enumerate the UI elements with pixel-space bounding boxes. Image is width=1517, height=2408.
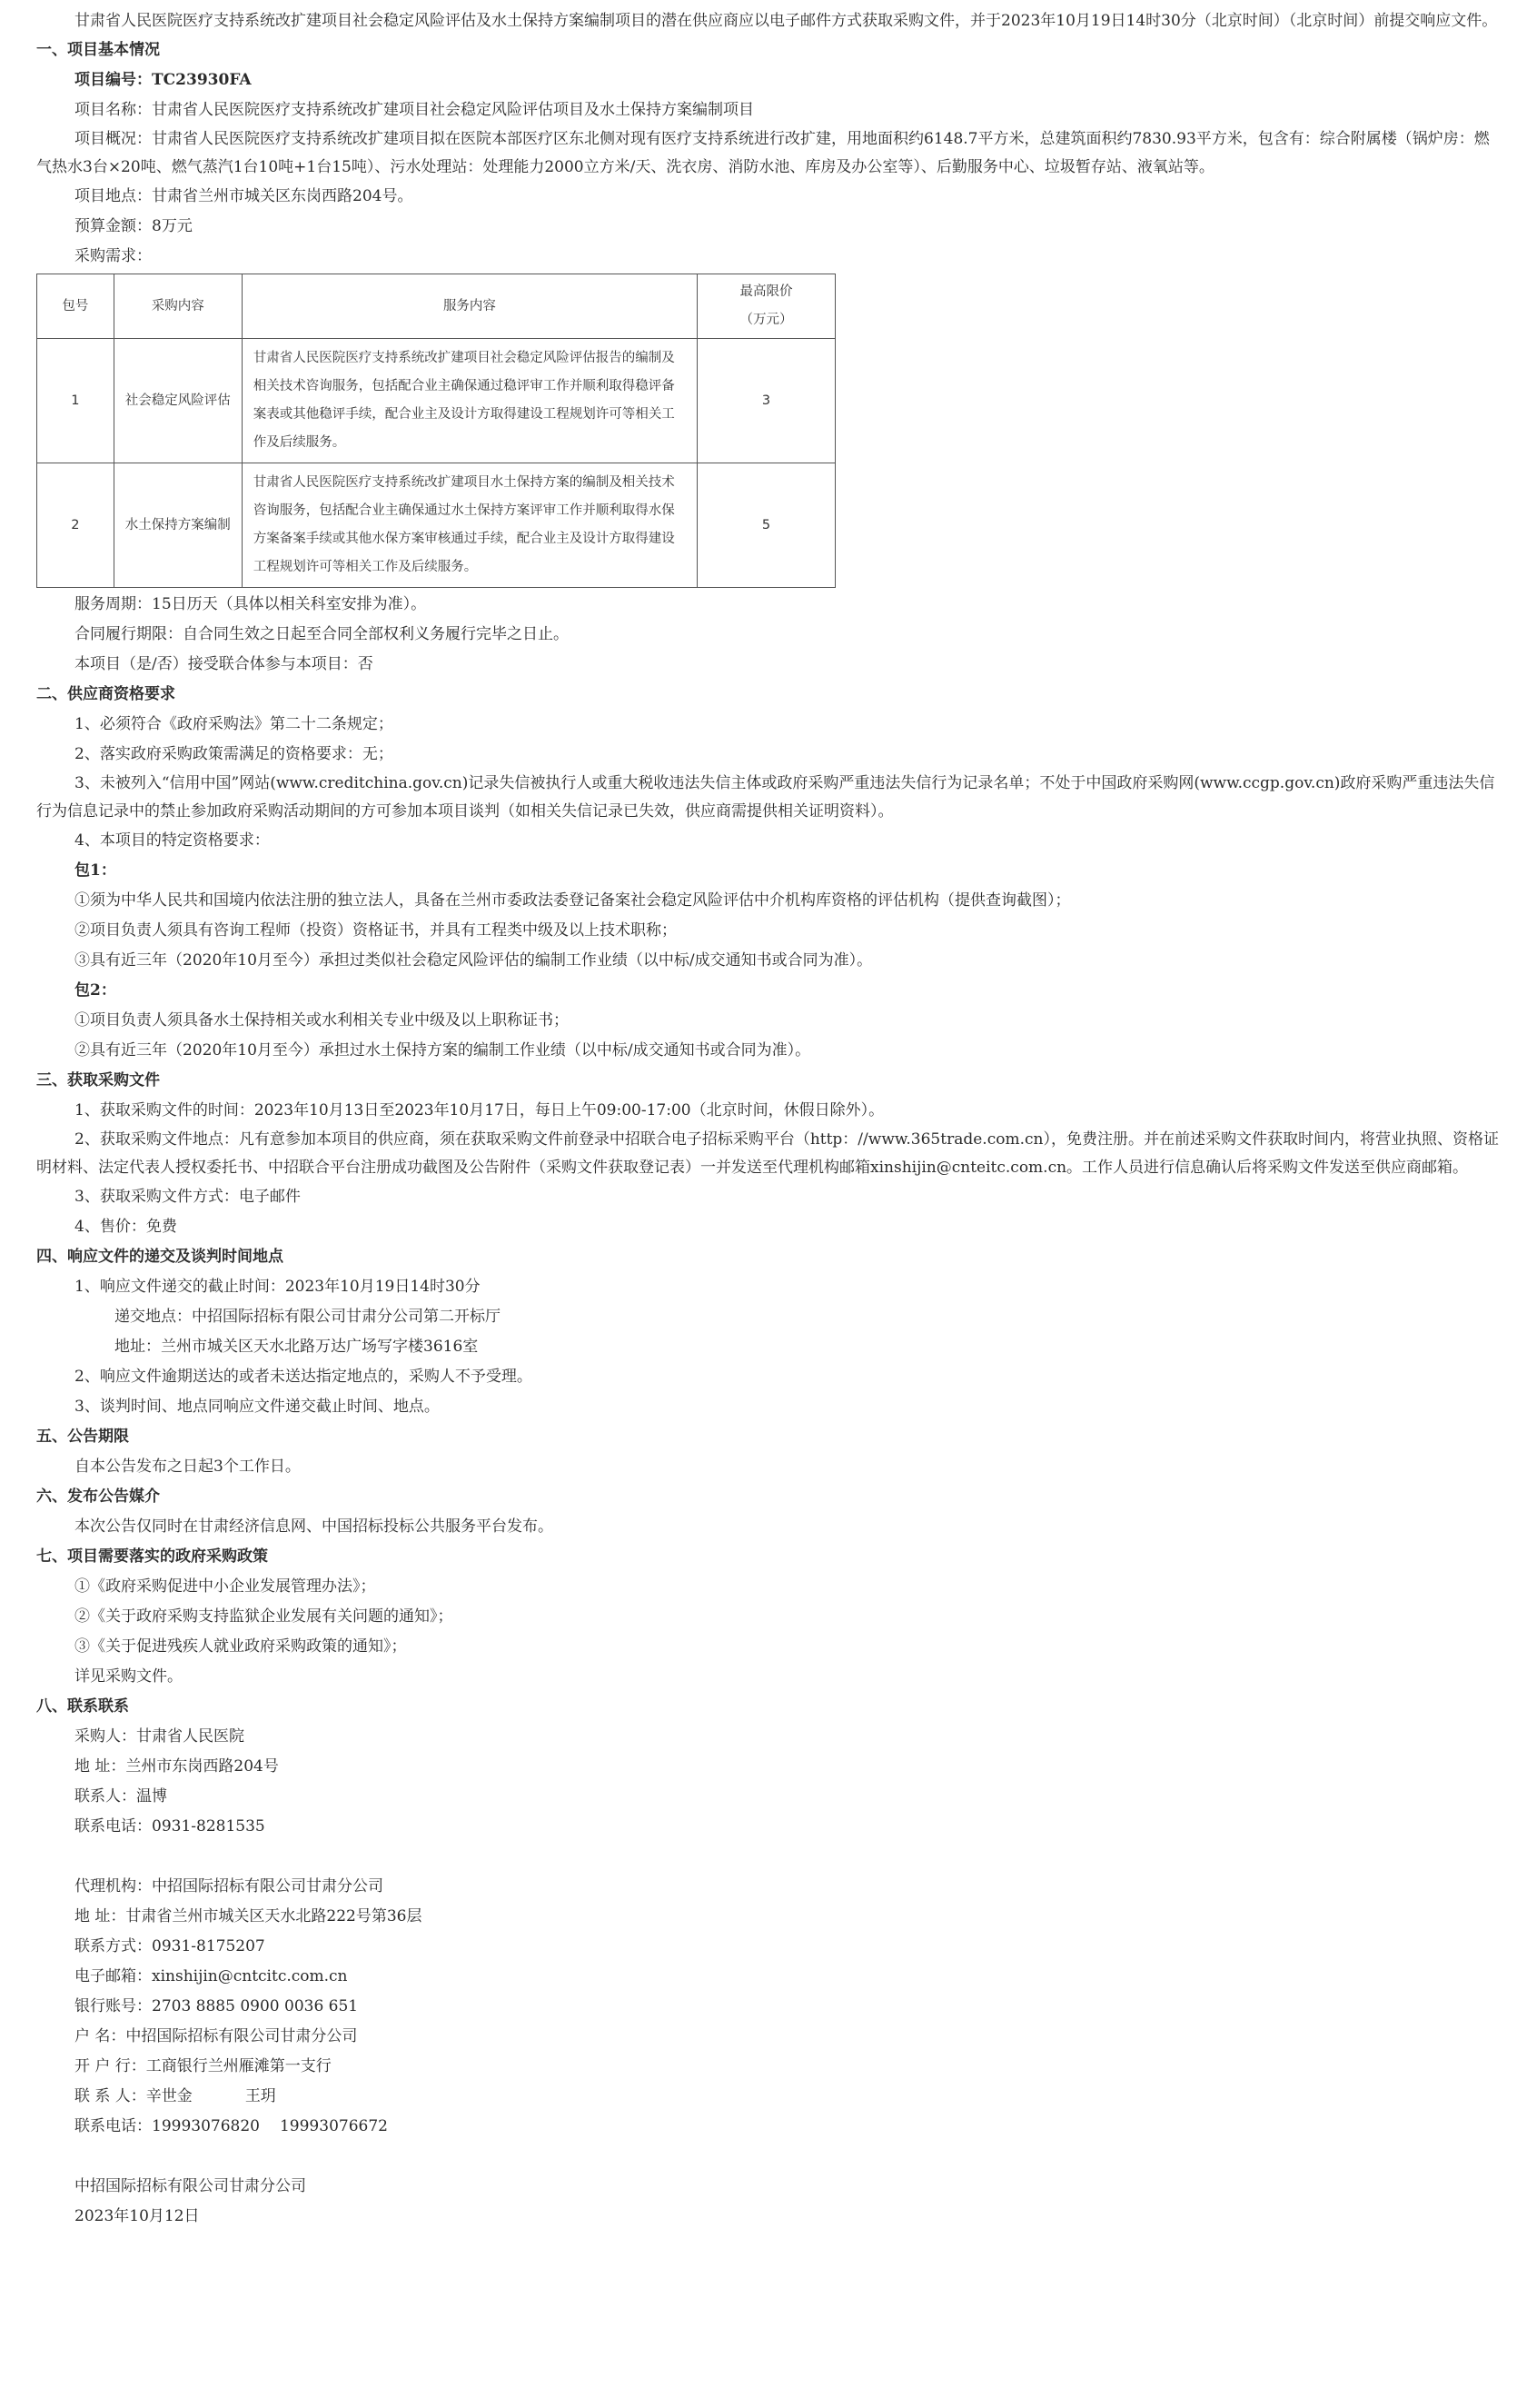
notice-period: 自本公告发布之日起3个工作日。 bbox=[74, 1458, 301, 1476]
header-service: 服务内容 bbox=[242, 274, 697, 339]
agent-address: 地 址：甘肃省兰州市城关区天水北路222号第36层 bbox=[74, 1907, 422, 1925]
project-budget: 预算金额：8万元 bbox=[74, 217, 193, 235]
policy-item-3: ③《关于促进残疾人就业政府采购政策的通知》； bbox=[74, 1637, 407, 1656]
row2-limit: 5 bbox=[698, 463, 836, 588]
pkg1-label: 包1： bbox=[74, 861, 116, 880]
row1-pkg: 1 bbox=[37, 339, 114, 463]
row1-content: 社会稳定风险评估 bbox=[114, 339, 242, 463]
agent-contact-persons bbox=[36, 2082, 1504, 2112]
row2-content: 水土保持方案编制 bbox=[114, 463, 242, 588]
buyer-address: 地 址：兰州市东岗西路204号 bbox=[74, 1757, 279, 1776]
header-limit-line1: 最高限价 bbox=[739, 284, 793, 299]
section-2-title: 二、供应商资格要求 bbox=[36, 685, 175, 703]
notice-media: 本次公告仅同时在甘肃经济信息网、中国招标投标公共服务平台发布。 bbox=[74, 1517, 553, 1536]
obtain-item-3: 3、获取采购文件方式：电子邮件 bbox=[74, 1188, 301, 1206]
header-content: 采购内容 bbox=[114, 274, 242, 339]
header-pkg: 包号 bbox=[37, 274, 114, 339]
row1-service: 甘肃省人民医院医疗支持系统改扩建项目社会稳定风险评估报告的编制及相关技术咨询服务，包括配合业主确保通过稳评审工作并顺利取得稳评备案表或其他稳评手续，配合业主及设计方取得建设工程规划许可等相关工作及后续服务。 bbox=[242, 339, 697, 463]
buyer-contact: 联系人：温博 bbox=[74, 1787, 167, 1806]
project-code bbox=[36, 65, 1504, 95]
agent-name: 代理机构：中招国际招标有限公司甘肃分公司 bbox=[74, 1877, 383, 1896]
pkg2-label: 包2： bbox=[74, 981, 116, 1000]
qual-item-2: 2、落实政府采购政策需满足的资格要求：无； bbox=[74, 745, 393, 763]
submit-item-2: 2、响应文件逾期送达的或者未送达指定地点的，采购人不予受理。 bbox=[74, 1368, 532, 1386]
policy-item-2: ②《关于政府采购支持监狱企业发展有关问题的通知》； bbox=[74, 1607, 453, 1626]
spacer bbox=[36, 1842, 1504, 1872]
needs-label: 采购需求： bbox=[74, 247, 152, 265]
policy-item-1: ①《政府采购促进中小企业发展管理办法》； bbox=[74, 1577, 376, 1596]
policy-item-4: 详见采购文件。 bbox=[74, 1667, 183, 1686]
row2-pkg: 2 bbox=[37, 463, 114, 588]
table-row bbox=[37, 463, 836, 588]
section-4-title: 四、响应文件的递交及谈判时间地点 bbox=[36, 1248, 283, 1266]
section-5-title: 五、公告期限 bbox=[36, 1428, 129, 1446]
agent-contact-phones bbox=[36, 2112, 1504, 2142]
pkg1-req-1: ①须为中华人民共和国境内依法注册的独立法人，具备在兰州市委政法委登记备案社会稳定风险评估中介机构库资格的评估机构（提供查询截图）； bbox=[74, 891, 1071, 910]
pkg1-req-3: ③具有近三年（2020年10月至今）承担过类似社会稳定风险评估的编制工作业绩（以中标/成交通知书或合同为准）。 bbox=[74, 951, 873, 970]
agent-person-1: 联 系 人：辛世金 bbox=[74, 2087, 193, 2105]
procurement-table bbox=[36, 274, 836, 588]
table-row bbox=[37, 339, 836, 463]
qual-item-4: 4、本项目的特定资格要求： bbox=[74, 831, 270, 850]
header-limit bbox=[698, 274, 836, 339]
project-location: 项目地点：甘肃省兰州市城关区东岗西路204号。 bbox=[74, 187, 413, 205]
qual-item-1: 1、必须符合《政府采购法》第二十二条规定； bbox=[74, 715, 393, 733]
intro-paragraph: 甘肃省人民医院医疗支持系统改扩建项目社会稳定风险评估及水土保持方案编制项目的潜在供应商应以电子邮件方式获取采购文件，并于2023年10月19日14时30分（北京时间）（北京时间）前提交响应文件。 bbox=[74, 12, 1498, 30]
project-name: 项目名称：甘肃省人民医院医疗支持系统改扩建项目社会稳定风险评估项目及水土保持方案编制项目 bbox=[74, 101, 754, 119]
consortium-note: 本项目（是/否）接受联合体参与本项目：否 bbox=[74, 655, 373, 673]
project-overview: 项目概况：甘肃省人民医院医疗支持系统改扩建项目拟在医院本部医疗区东北侧对现有医疗支持系统进行改扩建，用地面积约6148.7平方米，总建筑面积约7830.93平方米，包含有：综合附属楼（锅炉房：燃气热水3台×20吨、燃气蒸汽1台10吨+1台15吨）、污水处理站：处理能力2000立方米/天、洗衣房、消防水池、库房及办公室等）、后勤服务中心、垃圾暂存站、液氧站等。 bbox=[36, 130, 1490, 176]
agent-account: 银行账号：2703 8885 0900 0036 651 bbox=[74, 1997, 359, 2015]
section-1-title: 一、项目基本情况 bbox=[36, 41, 160, 59]
qual-item-3: 3、未被列入“信用中国”网站(www.creditchina.gov.cn)记录失信被执行人或重大税收违法失信主体或政府采购严重违法失信行为记录名单；不处于中国政府采购网(www.ccgp.gov.cn)政府采购严重违法失信行为信息记录中的禁止参加政府采购活动期间的方可参加本项目谈判（如相关失信记录已失效，供应商需提供相关证明资料）。 bbox=[36, 774, 1495, 821]
pkg2-req-2: ②具有近三年（2020年10月至今）承担过水土保持方案的编制工作业绩（以中标/成交通知书或合同为准）。 bbox=[74, 1041, 811, 1060]
agent-person-2: 王玥 bbox=[244, 2087, 276, 2105]
obtain-item-4: 4、售价：免费 bbox=[74, 1218, 177, 1236]
agent-bank: 开 户 行：工商银行兰州雁滩第一支行 bbox=[74, 2057, 332, 2075]
pkg1-req-2: ②项目负责人须具有咨询工程师（投资）资格证书，并具有工程类中级及以上技术职称； bbox=[74, 921, 677, 940]
agent-phone: 联系方式：0931-8175207 bbox=[74, 1937, 265, 1955]
obtain-item-2: 2、获取采购文件地点：凡有意参加本项目的供应商，须在获取采购文件前登录中招联合电子招标采购平台（http：//www.365trade.com.cn），免费注册。并在前述采购文件获取时间内，将营业执照、资格证明材料、法定代表人授权委托书、中招联合平台注册成功截图及公告附件（采购文件获取登记表）一并发送至代理机构邮箱xinshijin@cnteitc.com.cn。工作人员进行信息确认后将采购文件发送至供应商邮箱。 bbox=[36, 1130, 1499, 1177]
row2-service: 甘肃省人民医院医疗支持系统改扩建项目水土保持方案的编制及相关技术咨询服务，包括配合业主确保通过水土保持方案评审工作并顺利取得水保方案备案手续或其他水保方案审核通过手续，配合业主及设计方取得建设工程规划许可等相关工作及后续服务。 bbox=[242, 463, 697, 588]
section-8-title: 八、联系联系 bbox=[36, 1697, 129, 1716]
project-code-text: 项目编号：TC23930FA bbox=[74, 71, 252, 89]
footer-org: 中招国际招标有限公司甘肃分公司 bbox=[74, 2177, 306, 2195]
table-header-row bbox=[37, 274, 836, 339]
section-6-title: 六、发布公告媒介 bbox=[36, 1488, 160, 1506]
buyer-phone: 联系电话：0931-8281535 bbox=[74, 1817, 265, 1836]
buyer-name: 采购人：甘肃省人民医院 bbox=[74, 1727, 244, 1746]
pkg2-req-1: ①项目负责人须具备水土保持相关或水利相关专业中级及以上职称证书； bbox=[74, 1011, 569, 1030]
obtain-item-1: 1、获取采购文件的时间：2023年10月13日至2023年10月17日，每日上午09:00-17:00（北京时间，休假日除外）。 bbox=[74, 1101, 885, 1119]
submit-item-1: 1、响应文件递交的截止时间：2023年10月19日14时30分 bbox=[74, 1278, 481, 1296]
section-7-title: 七、项目需要落实的政府采购政策 bbox=[36, 1547, 268, 1566]
contract-period: 合同履行期限：自合同生效之日起至合同全部权利义务履行完毕之日止。 bbox=[74, 625, 569, 643]
section-3-title: 三、获取采购文件 bbox=[36, 1071, 160, 1090]
agent-holder: 户 名：中招国际招标有限公司甘肃分公司 bbox=[74, 2027, 358, 2045]
agent-tel-2: 19993076672 bbox=[279, 2117, 388, 2135]
footer-date: 2023年10月12日 bbox=[74, 2207, 200, 2225]
agent-tel-1: 联系电话：19993076820 bbox=[74, 2117, 260, 2135]
row1-limit: 3 bbox=[698, 339, 836, 463]
header-limit-line2: （万元） bbox=[739, 313, 793, 327]
submit-address: 地址：兰州市城关区天水北路万达广场写字楼3616室 bbox=[114, 1338, 479, 1356]
agent-email: 电子邮箱：xinshijin@cntcitc.com.cn bbox=[74, 1967, 348, 1985]
service-period: 服务周期：15日历天（具体以相关科室安排为准）。 bbox=[74, 595, 427, 613]
submit-item-3: 3、谈判时间、地点同响应文件递交截止时间、地点。 bbox=[74, 1398, 440, 1416]
spacer bbox=[36, 2142, 1504, 2172]
submit-place: 递交地点：中招国际招标有限公司甘肃分公司第二开标厅 bbox=[114, 1308, 501, 1326]
